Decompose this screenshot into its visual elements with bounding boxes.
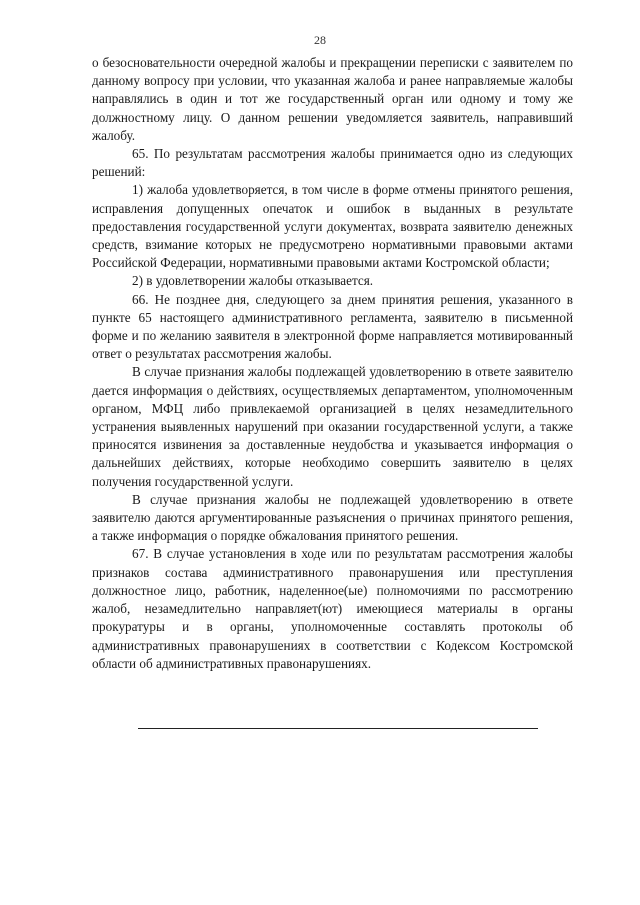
paragraph-continuation: о безосновательности очередной жалобы и прекращении переписки с заявителем по данному вопросу при условии, что указанная жалоба и ранее направляемые жалобы направлялись в один и тот же государственный орган или одному и тому же должностному лицу. О данном решении уведомляется заявитель, направивший жалобу. — [92, 55, 573, 143]
document-body — [92, 54, 573, 673]
paragraph-65-item-2: 2) в удовлетворении жалобы отказывается. — [132, 273, 374, 289]
paragraph-65: 65. По результатам рассмотрения жалобы принимается одно из следующих решений: — [92, 146, 573, 180]
paragraph-67: 67. В случае установления в ходе или по результатам рассмотрения жалобы признаков состава административного правонарушения или преступления должностное лицо, работник, наделенное(ые) полномочиями по рассмотрению жалоб, незамедлительно направляет(ют) имеющиеся материалы в органы прокуратуры и в органы, уполномоченные составлять протоколы об административных правонарушениях в соответствии с Кодексом Костромской области об административных правонарушениях. — [92, 546, 573, 671]
paragraph-66: 66. Не позднее дня, следующего за днем принятия решения, указанного в пункте 65 настоящего административного регламента, заявителю в письменной форме и по желанию заявителя в электронной форме направляется мотивированный ответ о результатах рассмотрения жалобы. — [92, 291, 573, 362]
page-number: 28 — [314, 33, 326, 47]
paragraph-66-satisfied: В случае признания жалобы подлежащей удовлетворению в ответе заявителю дается информация о действиях, осуществляемых департаментом, уполномоченным органом, МФЦ либо привлекаемой организацией в целях незамедлительного устранения выявленных нарушений при оказании государственной услуги, а также приносятся извинения за доставленные неудобства и указывается информация о дальнейших действиях, которые необходимо совершить заявителю в целях получения государственной услуги. — [92, 364, 573, 489]
closing-rule — [138, 728, 538, 729]
paragraph-65-item-1: 1) жалоба удовлетворяется, в том числе в форме отмены принятого решения, исправления допущенных опечаток и ошибок в выданных в результате предоставления государственной услуги документах, возврата заявителю денежных средств, взимание которых не предусмотрено нормативными правовыми актами Российской Федерации, нормативными правовыми актами Костромской области; — [92, 182, 573, 271]
paragraph-66-rejected: В случае признания жалобы не подлежащей удовлетворению в ответе заявителю даются аргументированные разъяснения о причинах принятого решения, а также информация о порядке обжалования принятого решения. — [92, 491, 573, 544]
